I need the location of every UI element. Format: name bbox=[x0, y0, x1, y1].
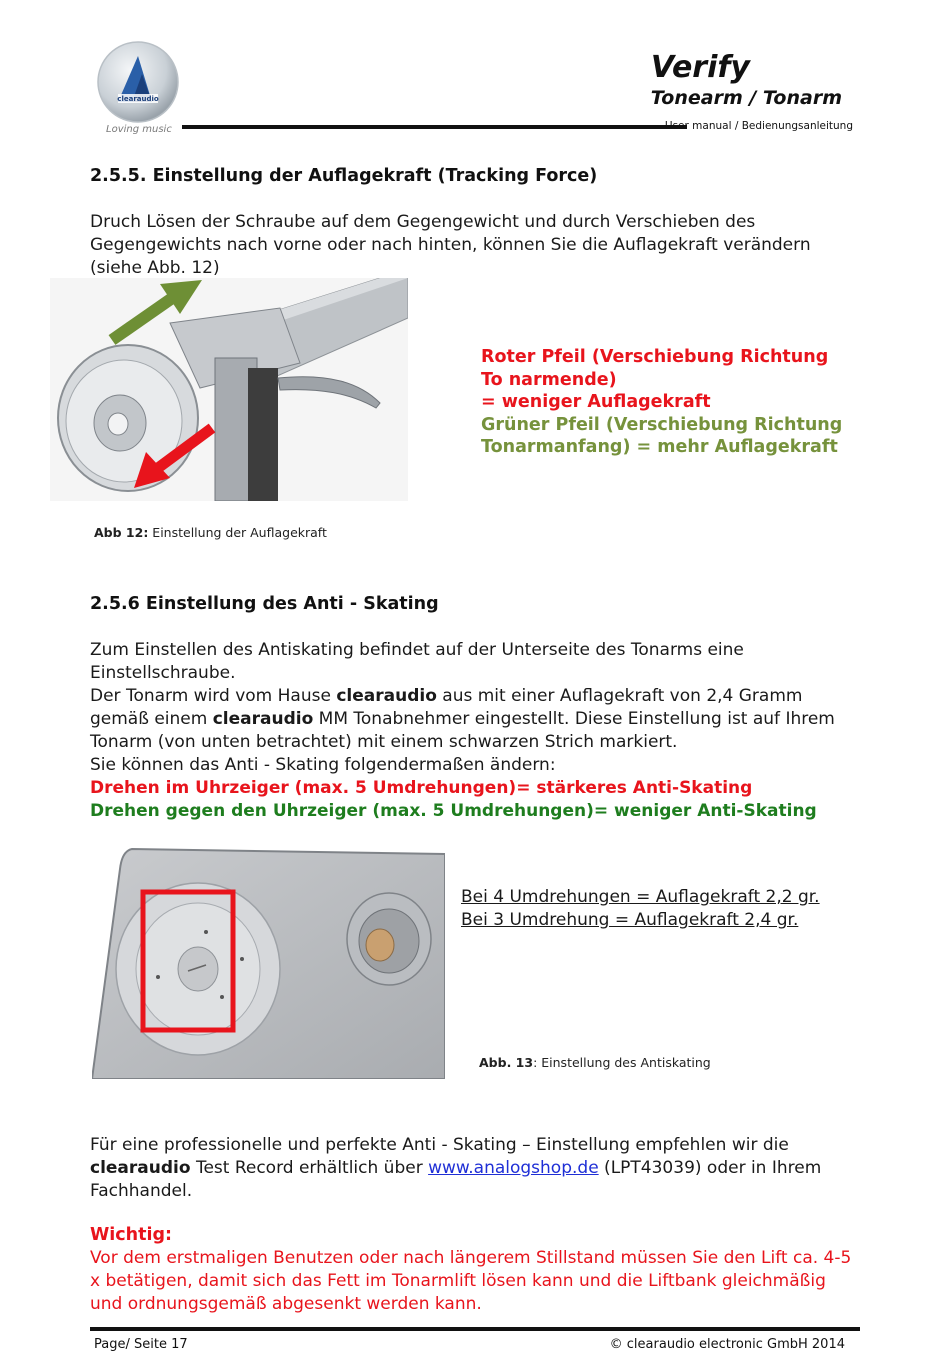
revolution-settings bbox=[461, 886, 820, 932]
anti-skating-line-2: Der Tonarm wird vom Hause clearaudio aus mit einer Auflagekraft von 2,4 Gramm gemäß einem clearaudio MM Tonabnehmer eingestellt. Diese Einstellung ist auf Ihrem Tonarm (von unten betrachtet) mit einem schwarzen Strich markiert. bbox=[90, 686, 835, 752]
clockwise-instruction: Drehen im Uhrzeiger (max. 5 Umdrehungen)= stärkeres Anti-Skating bbox=[90, 778, 753, 798]
figure-12-text: Einstellung der Auflagekraft bbox=[148, 525, 327, 540]
analogshop-link[interactable]: www.analogshop.de bbox=[428, 1158, 599, 1178]
anti-skating-paragraph bbox=[90, 639, 860, 823]
brand-name: clearaudio bbox=[336, 686, 437, 706]
document-title: Verify bbox=[650, 50, 750, 85]
important-notice bbox=[90, 1224, 860, 1316]
header-rule bbox=[182, 125, 687, 129]
green-arrow-note: Grüner Pfeil (Verschiebung Richtung Tonarmanfang) = mehr Auflagekraft bbox=[481, 414, 843, 457]
tracking-force-paragraph: Druch Lösen der Schraube auf dem Gegengewicht und durch Verschieben des Gegengewichts nach vorne oder nach hinten, können Sie die Auflagekraft verändern (siehe Abb. 12) bbox=[90, 212, 811, 278]
test-record-paragraph: Für eine professionelle und perfekte Anti - Skating – Einstellung empfehlen wir die clearaudio Test Record erhältlich über www.analogshop.de (LPT43039) oder in Ihrem Fachhandel. bbox=[90, 1135, 822, 1201]
document-type: User manual / Bedienungsanleitung bbox=[664, 120, 853, 132]
copyright: © clearaudio electronic GmbH 2014 bbox=[609, 1337, 845, 1352]
figure-counterweight-image bbox=[50, 278, 408, 501]
arrow-legend bbox=[481, 346, 851, 459]
section-heading-tracking-force: 2.5.5. Einstellung der Auflagekraft (Tracking Force) bbox=[90, 166, 598, 186]
document-subtitle: Tonearm / Tonarm bbox=[650, 87, 842, 109]
clearaudio-logo bbox=[96, 40, 180, 124]
red-arrow-note: Roter Pfeil (Verschiebung Richtung To narmende) bbox=[481, 347, 829, 390]
figure-13-label: Abb. 13 bbox=[479, 1055, 534, 1070]
figure-13-caption bbox=[479, 1055, 711, 1070]
footer-rule bbox=[90, 1327, 860, 1331]
logo-wordmark: clearaudio bbox=[117, 95, 159, 103]
page-number: Page/ Seite 17 bbox=[94, 1337, 188, 1352]
brand-name: clearaudio bbox=[90, 1158, 191, 1178]
section-heading-anti-skating: 2.5.6 Einstellung des Anti - Skating bbox=[90, 594, 439, 614]
brand-name: clearaudio bbox=[212, 709, 314, 729]
revolutions-3-setting: Bei 3 Umdrehung = Auflagekraft 2,4 gr. bbox=[461, 910, 799, 930]
logo-tagline: Loving music bbox=[106, 124, 172, 135]
red-arrow-result: = weniger Auflagekraft bbox=[481, 392, 711, 412]
anti-skating-line-3: Sie können das Anti - Skating folgendermaßen ändern: bbox=[90, 755, 556, 775]
anti-skating-line-1: Zum Einstellen des Antiskating befindet auf der Unterseite des Tonarms eine Einstellschraube. bbox=[90, 640, 744, 683]
important-label: Wichtig: bbox=[90, 1225, 173, 1245]
figure-anti-skating-image bbox=[92, 829, 445, 1079]
figure-12-label: Abb 12: bbox=[94, 525, 149, 540]
important-text: Vor dem erstmaligen Benutzen oder nach längerem Stillstand müssen Sie den Lift ca. 4-5 x betätigen, damit sich das Fett im Tonarmlift lösen kann und die Liftbank gleichmäßig und ordnungsgemäß abgesenkt werden kann. bbox=[90, 1248, 852, 1314]
counterclockwise-instruction: Drehen gegen den Uhrzeiger (max. 5 Umdrehungen)= weniger Anti-Skating bbox=[90, 801, 817, 821]
figure-13-text: : Einstellung des Antiskating bbox=[533, 1055, 711, 1070]
revolutions-4-setting: Bei 4 Umdrehungen = Auflagekraft 2,2 gr. bbox=[461, 887, 820, 907]
figure-12-caption bbox=[94, 525, 327, 540]
